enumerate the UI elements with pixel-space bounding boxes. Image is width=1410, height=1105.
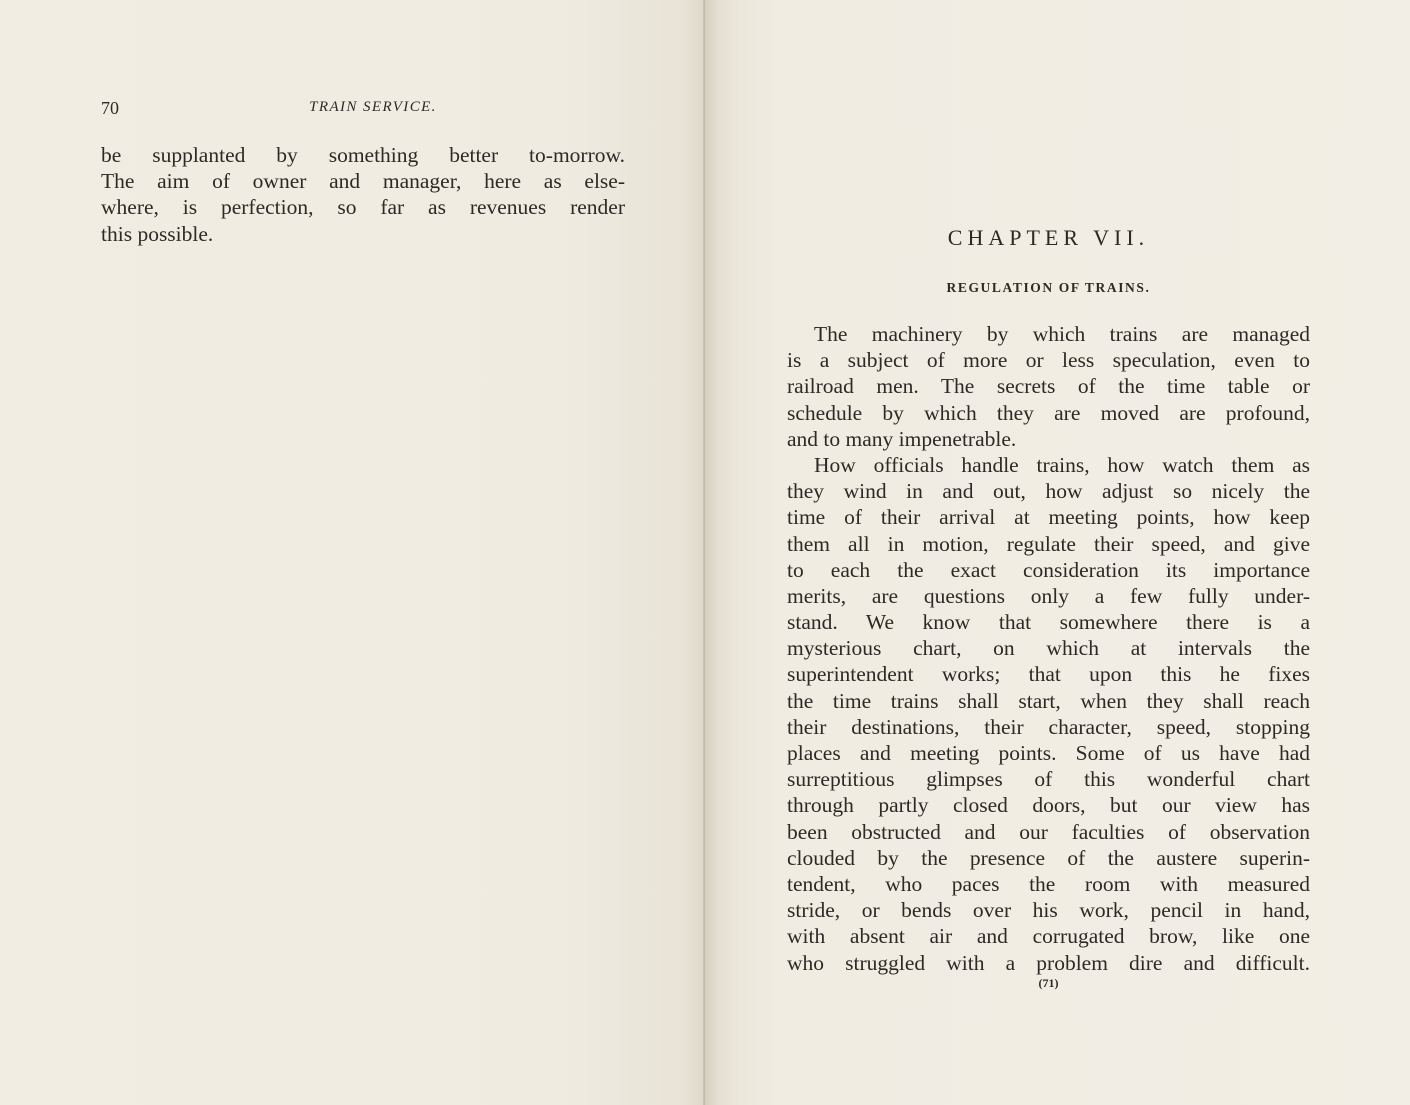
text-line: through partly closed doors, but our view has (787, 793, 1310, 818)
text-line: railroad men. The secrets of the time table or (787, 374, 1310, 399)
left-page-body (101, 142, 625, 247)
text-line: and to many impenetrable. (787, 426, 1017, 451)
text-line: schedule by which they are moved are profound, (787, 400, 1310, 425)
text-line: places and meeting points. Some of us have had (787, 741, 1310, 765)
text-line: The aim of owner and manager, here as else- (101, 169, 625, 194)
text-line: stride, or bends over his work, pencil in hand, (787, 898, 1310, 923)
text-line: to each the exact consideration its importance (787, 557, 1310, 582)
text-line: stand. We know that somewhere there is a (787, 610, 1310, 635)
running-title: TRAIN SERVICE. (309, 99, 437, 115)
text-line: they wind in and out, how adjust so nicely the (787, 479, 1310, 504)
chapter-subtitle: REGULATION OF TRAINS. (946, 280, 1151, 295)
right-page-body (787, 321, 1310, 976)
running-head (101, 98, 625, 124)
text-line: be supplanted by something better to-morrow. (101, 143, 625, 167)
text-line: with absent air and corrugated brow, like one (787, 924, 1310, 949)
text-line: time of their arrival at meeting points, how keep (787, 505, 1310, 530)
paragraph-first-line: How officials handle trains, how watch them as (814, 452, 1310, 477)
text-line: them all in motion, regulate their speed, and give (787, 531, 1310, 556)
paragraph-first-line: The machinery by which trains are managed (814, 322, 1310, 346)
text-line: mysterious chart, on which at intervals the (787, 636, 1310, 661)
text-line: clouded by the presence of the austere superin- (787, 845, 1310, 870)
text-line: the time trains shall start, when they shall reach (787, 688, 1310, 713)
text-line: their destinations, their character, speed, stopping (787, 714, 1310, 739)
text-line: merits, are questions only a few fully under- (787, 583, 1310, 608)
text-line: surreptitious glimpses of this wonderful chart (787, 767, 1310, 792)
text-line: superintendent works; that upon this he fixes (787, 662, 1310, 687)
text-line: this possible. (101, 221, 214, 246)
text-line: where, is perfection, so far as revenues render (101, 195, 625, 220)
text-line: who struggled with a problem dire and difficult. (787, 950, 1310, 975)
text-line: been obstructed and our faculties of observation (787, 819, 1310, 844)
page-number-right: (71) (1038, 976, 1059, 990)
text-line: tendent, who paces the room with measured (787, 871, 1310, 896)
text-line: is a subject of more or less speculation, even to (787, 348, 1310, 373)
chapter-title: CHAPTER VII. (947, 225, 1150, 250)
page-number-left: 70 (101, 98, 119, 118)
